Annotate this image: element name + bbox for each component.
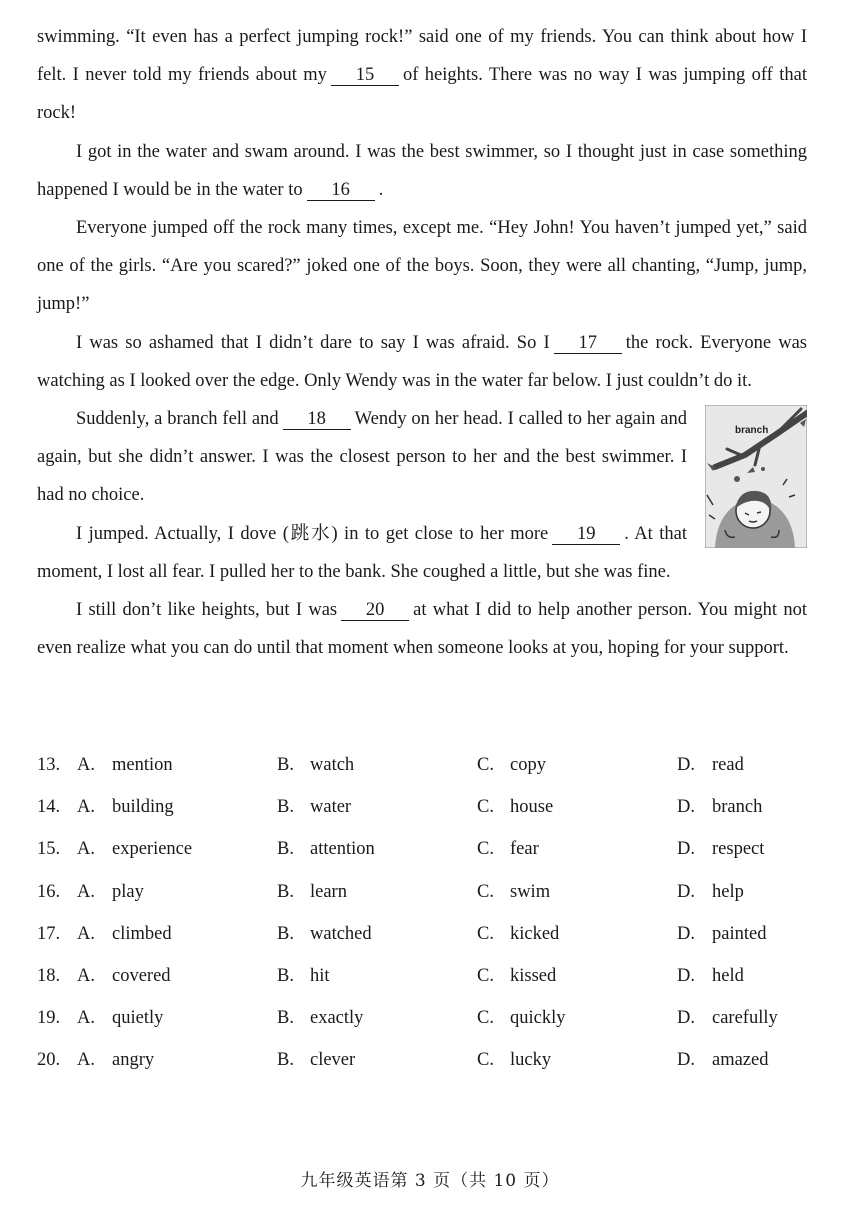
- question-number: 14.: [37, 797, 61, 818]
- option-a: building: [112, 797, 174, 818]
- option-a: climbed: [112, 923, 172, 944]
- option-c: copy: [510, 755, 546, 775]
- answer-options: [37, 746, 817, 1084]
- option-letter: A.: [77, 1008, 95, 1029]
- option-d: painted: [712, 923, 767, 944]
- question-row: [37, 873, 817, 915]
- option-letter: B.: [277, 755, 294, 775]
- option-letter: C.: [477, 755, 494, 775]
- option-letter: C.: [477, 881, 494, 902]
- option-d: respect: [712, 839, 765, 860]
- page-footer: 九年级英语第 3 页（共 10 页）: [300, 1171, 560, 1191]
- blank-20: 20: [341, 600, 409, 621]
- branch-label: branch: [735, 425, 769, 437]
- question-number: 18.: [37, 965, 61, 986]
- question-row: [37, 915, 817, 957]
- reading-passage: [37, 18, 807, 667]
- option-letter: D.: [677, 881, 695, 902]
- question-row: [37, 746, 817, 788]
- option-c: lucky: [510, 1050, 552, 1071]
- question-number: 20.: [37, 1050, 61, 1071]
- branch-illustration: [705, 405, 807, 548]
- option-a: play: [112, 881, 144, 902]
- option-letter: B.: [277, 881, 294, 902]
- paragraph: I was so ashamed that I didn’t dare to say I was afraid. So I 17 the rock. Everyone was watching as I looked over the edge. Only Wendy was in the water far below. I just couldn’t do it.: [37, 332, 807, 391]
- option-b: water: [310, 797, 352, 818]
- option-letter: D.: [677, 1008, 695, 1029]
- option-c: swim: [510, 881, 551, 902]
- blank-16: 16: [307, 180, 375, 201]
- question-row: [37, 957, 817, 999]
- option-d: branch: [712, 797, 763, 818]
- blank-17: 17: [554, 333, 622, 354]
- option-a: quietly: [112, 1008, 164, 1029]
- question-number: 15.: [37, 839, 61, 860]
- option-letter: C.: [477, 839, 494, 860]
- question-row: [37, 999, 817, 1041]
- option-letter: A.: [77, 839, 95, 860]
- option-d: amazed: [712, 1050, 769, 1071]
- option-letter: B.: [277, 965, 294, 986]
- question-number: 13.: [37, 755, 61, 775]
- option-a: covered: [112, 965, 171, 986]
- option-b: watched: [310, 923, 372, 944]
- option-letter: D.: [677, 965, 695, 986]
- option-letter: D.: [677, 797, 695, 818]
- option-b: hit: [310, 965, 330, 986]
- option-letter: A.: [77, 797, 95, 818]
- option-a: mention: [112, 755, 173, 775]
- question-number: 16.: [37, 881, 61, 902]
- option-c: kissed: [510, 965, 557, 986]
- option-letter: A.: [77, 881, 95, 902]
- paragraph: swimming. “It even has a perfect jumping rock!” said one of my friends. You can think about how I felt. I never told my friends about my 15 of heights. There was no way I was jumping off that rock!: [37, 27, 807, 124]
- paragraph: I got in the water and swam around. I was the best swimmer, so I thought just in case something happened I would be in the water to 16 .: [37, 141, 807, 200]
- option-a: experience: [112, 839, 193, 860]
- option-d: held: [712, 965, 744, 986]
- option-b: exactly: [310, 1008, 364, 1029]
- question-row: [37, 788, 817, 830]
- blank-19: 19: [552, 524, 620, 545]
- option-letter: D.: [677, 923, 695, 944]
- paragraph: branch Suddenly, a branch fell and 18 Wendy on her head. I called to her again and again, but she didn’t answer. I was the closest person to her and the best swimmer. I had no choice.: [37, 400, 807, 515]
- option-c: house: [510, 797, 554, 818]
- paragraph: Everyone jumped off the rock many times, except me. “Hey John! You haven’t jumped yet,” said one of the girls. “Are you scared?” joked one of the boys. Soon, they were all chanting, “Jump, jump, jump!”: [37, 218, 807, 315]
- option-b: learn: [310, 881, 347, 902]
- option-letter: C.: [477, 1008, 494, 1029]
- question-row: [37, 830, 817, 872]
- option-letter: C.: [477, 923, 494, 944]
- option-letter: D.: [677, 839, 695, 860]
- question-number: 19.: [37, 1008, 61, 1029]
- option-letter: A.: [77, 965, 95, 986]
- blank-18: 18: [283, 409, 351, 430]
- option-b: watch: [310, 755, 355, 775]
- option-b: attention: [310, 839, 375, 860]
- option-a: angry: [112, 1050, 155, 1071]
- blank-15: 15: [331, 65, 399, 86]
- option-c: quickly: [510, 1008, 566, 1029]
- option-letter: C.: [477, 1050, 494, 1071]
- option-letter: D.: [677, 755, 695, 775]
- option-letter: D.: [677, 1050, 695, 1071]
- option-letter: B.: [277, 1008, 294, 1029]
- option-letter: B.: [277, 923, 294, 944]
- option-letter: A.: [77, 923, 95, 944]
- paragraph: I still don’t like heights, but I was 20 at what I did to help another person. You might not even realize what you can do until that moment when someone looks at you, hoping for your support.: [37, 600, 808, 659]
- option-d: carefully: [712, 1008, 778, 1029]
- option-c: fear: [510, 839, 539, 860]
- option-letter: B.: [277, 1050, 294, 1071]
- option-letter: A.: [77, 1050, 95, 1071]
- paragraph: I jumped. Actually, I dove (跳水) in to get close to her more 19 . At that moment, I lost all fear. I pulled her to the bank. She coughed a little, but she was fine.: [37, 523, 687, 582]
- option-letter: C.: [477, 965, 494, 986]
- option-c: kicked: [510, 923, 560, 944]
- option-letter: B.: [277, 839, 294, 860]
- option-d: read: [712, 755, 744, 775]
- option-d: help: [712, 881, 744, 902]
- question-row: [37, 1041, 817, 1083]
- question-number: 17.: [37, 923, 61, 944]
- option-letter: C.: [477, 797, 494, 818]
- option-b: clever: [310, 1050, 356, 1071]
- option-letter: B.: [277, 797, 294, 818]
- option-letter: A.: [77, 755, 95, 775]
